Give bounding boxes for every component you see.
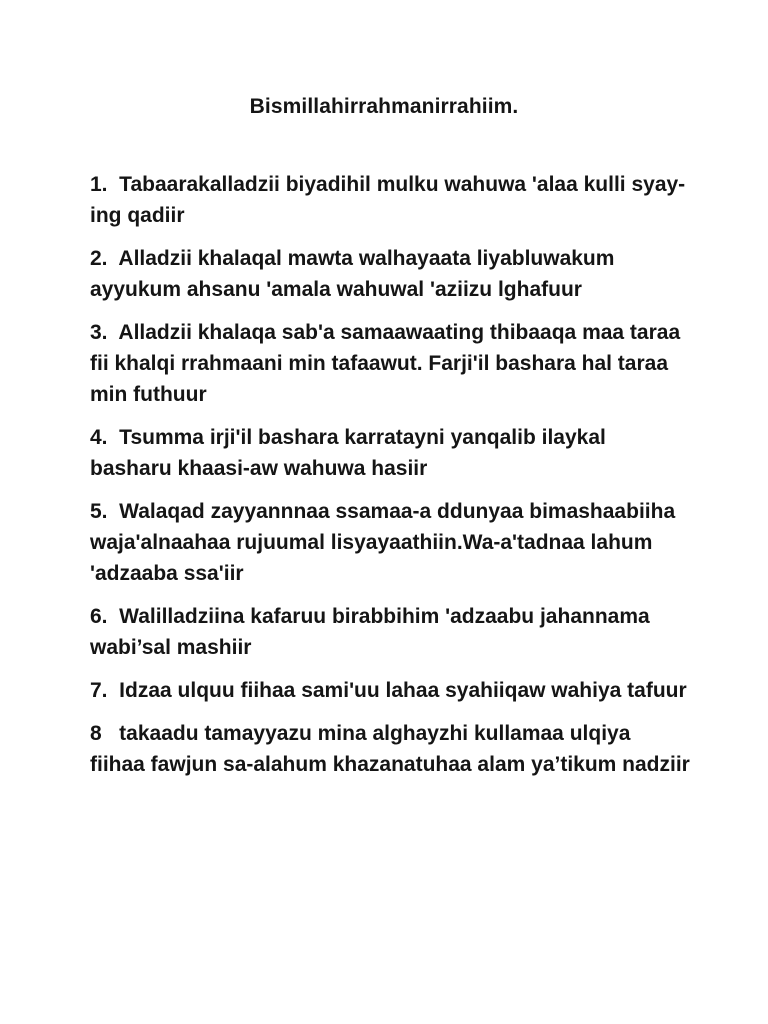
verse-8: 8 takaadu tamayyazu mina alghayzhi kullamaa ulqiya fiihaa fawjun sa-alahum khazanatuhaa alam ya’tikum nadziir (90, 722, 690, 776)
verse-2: 2. Alladzii khalaqal mawta walhayaata liyabluwakum ayyukum ahsanu 'amala wahuwal 'aziizu lghafuur (90, 247, 621, 301)
verse-7: 7. Idzaa ulquu fiihaa sami'uu lahaa syahiiqaw wahiya tafuur (90, 679, 687, 702)
verse-4: 4. Tsumma irji'il bashara karratayni yanqalib ilaykal basharu khaasi-aw wahuwa hasiir (90, 426, 612, 480)
verse-5: 5. Walaqad zayyannnaa ssamaa-a ddunyaa bimashaabiiha waja'alnaahaa rujuumal lisyayaathiin.Wa-a'tadnaa lahum 'adzaaba ssa'iir (90, 500, 681, 585)
verse-6: 6. Walilladziina kafaruu birabbihim 'adzaabu jahannama wabi’sal mashiir (90, 605, 656, 659)
page-title: Bismillahirrahmanirrahiim. (249, 95, 519, 118)
verse-list (90, 169, 690, 792)
verse-1: 1. Tabaarakalladzii biyadihil mulku wahuwa 'alaa kulli syay-ing qadiir (90, 173, 686, 227)
verse-3: 3. Alladzii khalaqa sab'a samaawaating thibaaqa maa taraa fii khalqi rrahmaani min tafaawut. Farji'il bashara hal taraa min futhuur (90, 321, 686, 406)
